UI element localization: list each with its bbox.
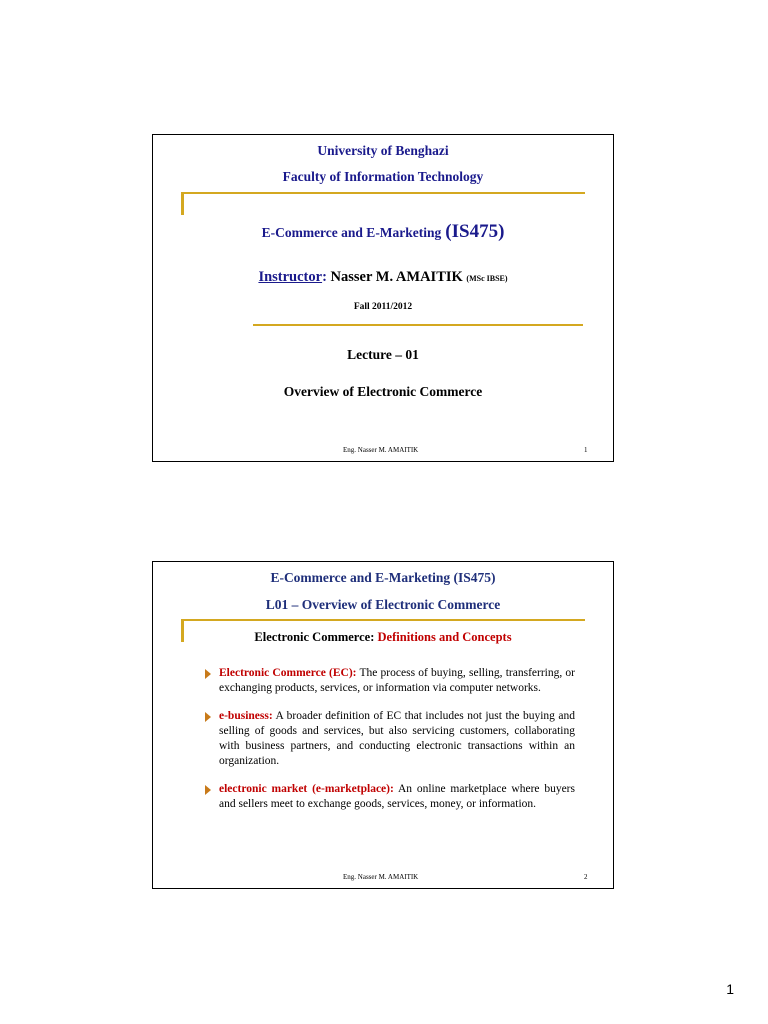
definition-term: Electronic Commerce (EC): [219, 667, 357, 679]
definition-text: A broader definition of EC that includes not just the buying and selling of goods and services, but also servicing customers, collaborating with business partners, and conducting electronic transactions within an organization. [219, 710, 575, 767]
slide-2 [152, 561, 614, 889]
instructor-sep: : [322, 269, 327, 285]
list-item [205, 782, 575, 812]
header-rule [181, 192, 585, 194]
header-rule [181, 619, 585, 621]
heading-highlight: Definitions and Concepts [377, 630, 512, 644]
definition-list [205, 666, 575, 825]
list-item [205, 709, 575, 769]
instructor-label: Instructor [258, 269, 323, 285]
lecture-number: Lecture – 01 [347, 347, 419, 362]
bullet-arrow-icon [205, 669, 211, 679]
definition-term: electronic market (e-marketplace): [219, 783, 394, 795]
page-number: 1 [726, 981, 734, 997]
definition-text: An online marketplace where buyers and sellers meet to exchange goods, services, money, or information. [219, 783, 575, 810]
lecture-topic: Overview of Electronic Commerce [283, 384, 483, 399]
section-heading [153, 630, 613, 645]
definition-term: e-business: [219, 710, 273, 722]
slide-1 [152, 134, 614, 462]
university-name: University of Benghazi [317, 143, 449, 158]
instructor-degree: (MSc IBSE) [466, 274, 508, 283]
course-code: (IS475) [445, 221, 505, 242]
bullet-arrow-icon [205, 785, 211, 795]
faculty-name: Faculty of Information Technology [282, 169, 484, 184]
footer-page: 2 [584, 873, 588, 881]
definition-text: The process of buying, selling, transferring, or exchanging products, services, or information via computer networks. [219, 667, 576, 694]
bullet-arrow-icon [205, 712, 211, 722]
slide-subtitle: L01 – Overview of Electronic Commerce [265, 597, 501, 612]
course-title [153, 221, 613, 243]
heading-prefix: Electronic Commerce: [254, 630, 378, 644]
footer-author: Eng. Nasser M. AMAITIK [343, 446, 419, 454]
course-name: E-Commerce and E-Marketing [261, 225, 442, 240]
instructor-name: Nasser M. AMAITIK [330, 269, 463, 285]
mid-rule [253, 324, 583, 326]
instructor-line [153, 269, 613, 286]
list-item [205, 666, 575, 696]
term: Fall 2011/2012 [353, 302, 413, 312]
slide-title: E-Commerce and E-Marketing (IS475) [270, 570, 496, 585]
footer-author: Eng. Nasser M. AMAITIK [343, 873, 419, 881]
footer-page: 1 [584, 446, 588, 454]
accent-bar [181, 193, 184, 215]
